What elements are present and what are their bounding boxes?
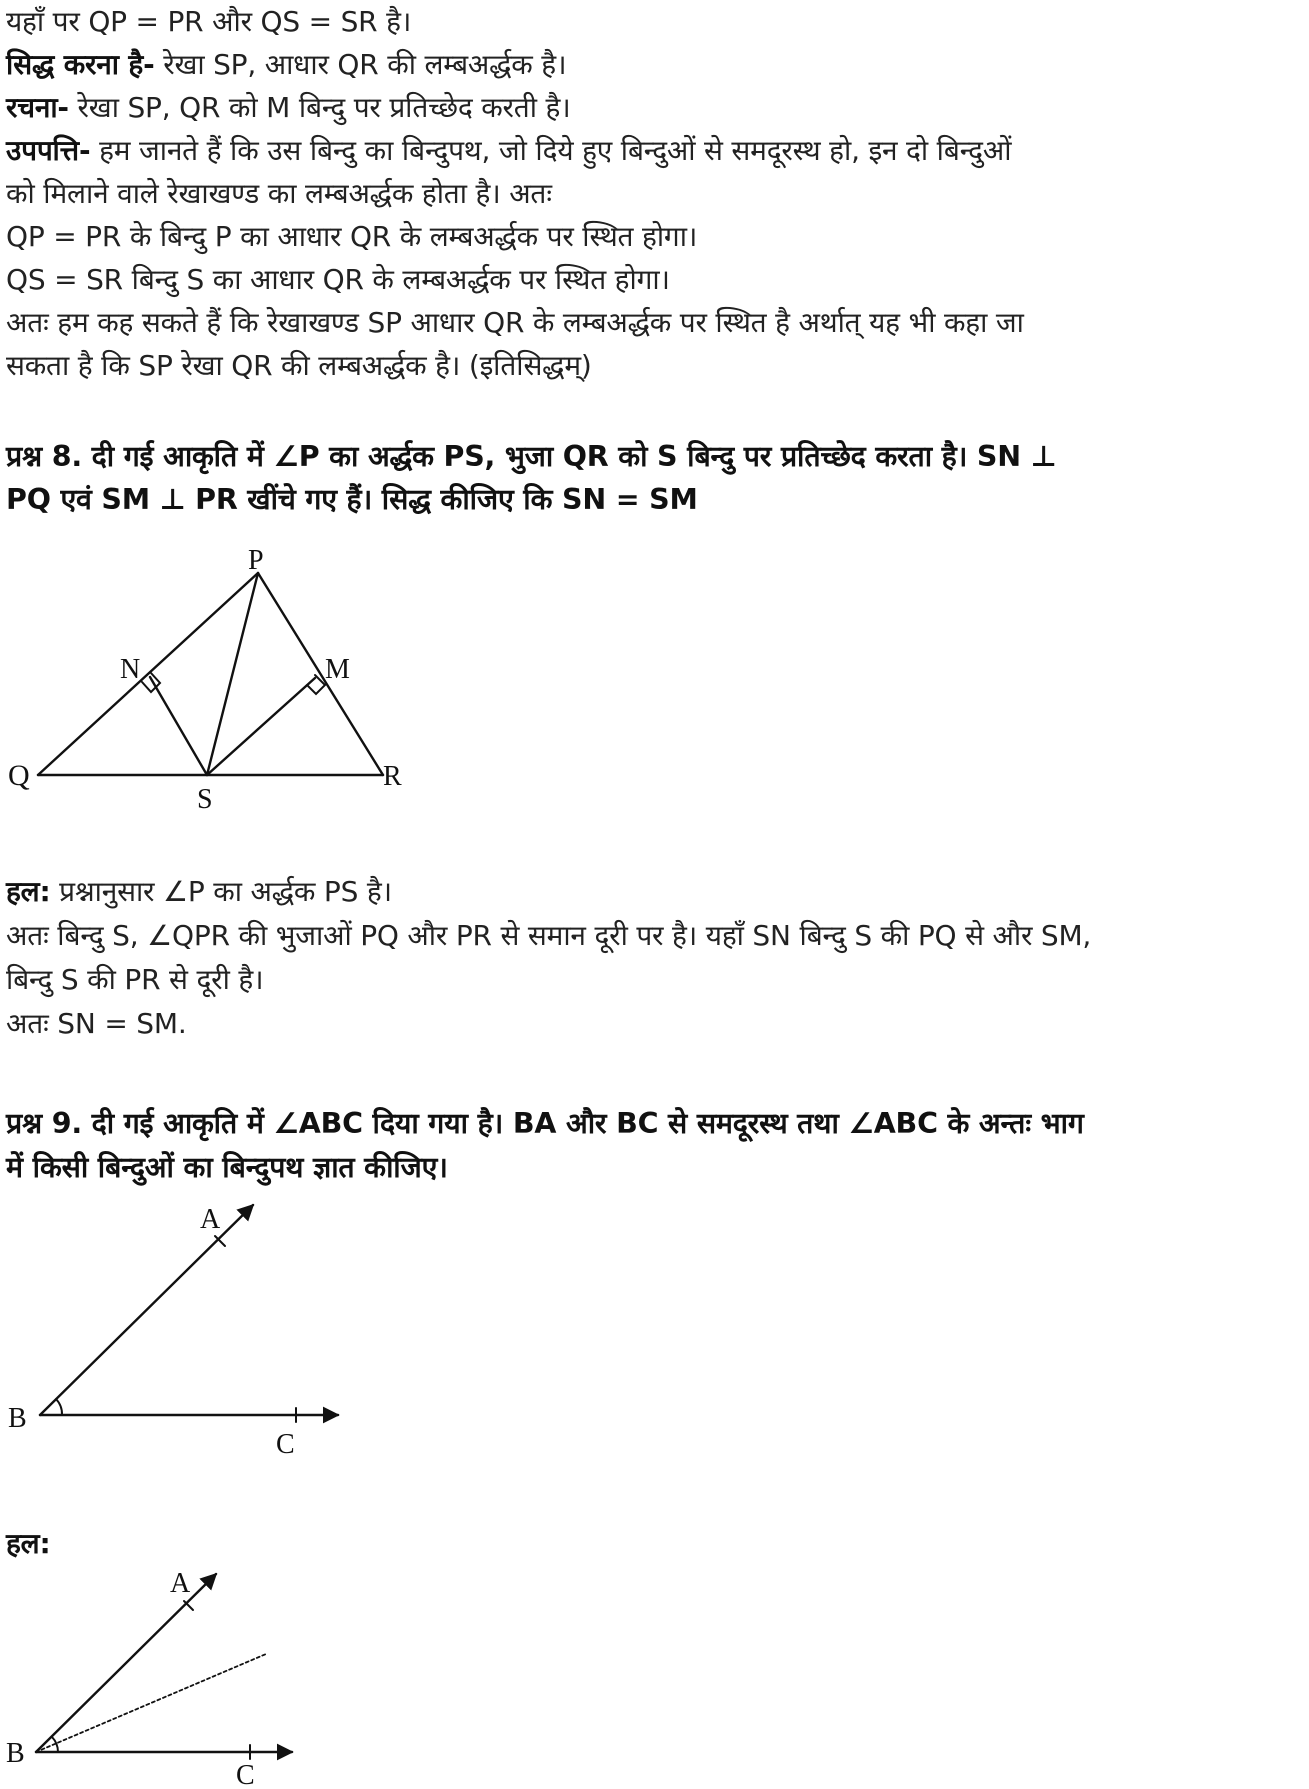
q9-solution-label: हल: bbox=[6, 1527, 51, 1560]
q9-solution-label-line bbox=[6, 1522, 50, 1566]
label-M: M bbox=[325, 654, 350, 685]
line-PQ bbox=[38, 573, 258, 775]
q8-solution-line-3: बिन्दु S की PR से दूरी है। bbox=[6, 963, 264, 996]
construction-line bbox=[6, 86, 571, 130]
proof-line-1 bbox=[6, 129, 1011, 173]
q8-solution-text-1: प्रश्नानुसार ∠P का अर्द्धक PS है। bbox=[50, 875, 392, 908]
line-SM bbox=[207, 678, 315, 775]
q9-line-1: प्रश्न 9. दी गई आकृति में ∠ABC दिया गया है। BA और BC से समदूरस्थ तथा ∠ABC के अन्तः भाग bbox=[6, 1107, 1084, 1140]
q8-solution-line-2: अतः बिन्दु S, ∠QPR की भुजाओं PQ और PR से समान दूरी पर है। यहाँ SN बिन्दु S की PQ से और SM, bbox=[6, 919, 1092, 952]
label-N: N bbox=[120, 654, 141, 685]
q8-triangle-figure bbox=[0, 545, 440, 815]
proof-line-2: को मिलाने वाले रेखाखण्ड का लम्बअर्द्धक होता है। अतः bbox=[6, 177, 552, 210]
proof-line-4: QS = SR बिन्दु S का आधार QR के लम्बअर्द्धक पर स्थित होगा। bbox=[6, 263, 670, 296]
proof-line-5: अतः हम कह सकते हैं कि रेखाखण्ड SP आधार QR के लम्बअर्द्धक पर स्थित है अर्थात् यह भी कहा जा bbox=[6, 306, 1024, 339]
label-Q: Q bbox=[8, 759, 30, 792]
proof-label: उपपत्ति- bbox=[6, 134, 91, 167]
label-C: C bbox=[276, 1429, 295, 1460]
given-line: यहाँ पर QP = PR और QS = SR है। bbox=[6, 5, 412, 38]
construction-label: रचना- bbox=[6, 91, 69, 124]
line-SN bbox=[150, 677, 207, 775]
to-prove-label: सिद्ध करना है- bbox=[6, 48, 155, 81]
q8-line-2: PQ एवं SM ⊥ PR खींचे गए हैं। सिद्ध कीजिए कि SN = SM bbox=[6, 483, 698, 516]
q9-line-2: में किसी बिन्दुओं का बिन्दुपथ ज्ञात कीजिए। bbox=[6, 1151, 448, 1184]
label-C: C bbox=[236, 1760, 255, 1789]
label-B: B bbox=[8, 1403, 27, 1434]
q8-solution-label: हल: bbox=[6, 875, 51, 908]
label-R: R bbox=[383, 761, 402, 792]
label-A: A bbox=[170, 1568, 191, 1599]
q8-line-1: प्रश्न 8. दी गई आकृति में ∠P का अर्द्धक PS, भुजा QR को S बिन्दु पर प्रतिच्छेद करता है। SN ⊥ bbox=[6, 440, 1057, 473]
label-B: B bbox=[6, 1738, 25, 1769]
q9-solution-figure bbox=[0, 1562, 310, 1789]
q8-solution-line-1 bbox=[6, 870, 392, 914]
proof-line-6: सकता है कि SP रेखा QR की लम्बअर्द्धक है। (इतिसिद्धम्) bbox=[6, 349, 592, 382]
proof-text-1: हम जानते हैं कि उस बिन्दु का बिन्दुपथ, जो दिये हुए बिन्दुओं से समदूरस्थ हो, इन दो बिन्दुओं bbox=[90, 134, 1012, 167]
line-PS bbox=[207, 573, 258, 775]
construction-text: रेखा SP, QR को M बिन्दु पर प्रतिच्छेद करती है। bbox=[68, 91, 571, 124]
label-A: A bbox=[200, 1204, 221, 1235]
ray-BA bbox=[40, 1205, 253, 1415]
angle-arc-B bbox=[56, 1399, 62, 1415]
q8-solution-line-4: अतः SN = SM. bbox=[6, 1007, 187, 1040]
line-PR bbox=[258, 573, 383, 775]
label-P: P bbox=[248, 545, 264, 576]
ray-BA bbox=[36, 1574, 216, 1752]
bisector-dotted bbox=[36, 1654, 266, 1752]
q9-angle-figure bbox=[0, 1190, 360, 1460]
label-S: S bbox=[197, 784, 213, 815]
to-prove-line bbox=[6, 43, 566, 87]
to-prove-text: रेखा SP, आधार QR की लम्बअर्द्धक है। bbox=[154, 48, 567, 81]
proof-line-3: QP = PR के बिन्दु P का आधार QR के लम्बअर्द्धक पर स्थित होगा। bbox=[6, 220, 698, 253]
